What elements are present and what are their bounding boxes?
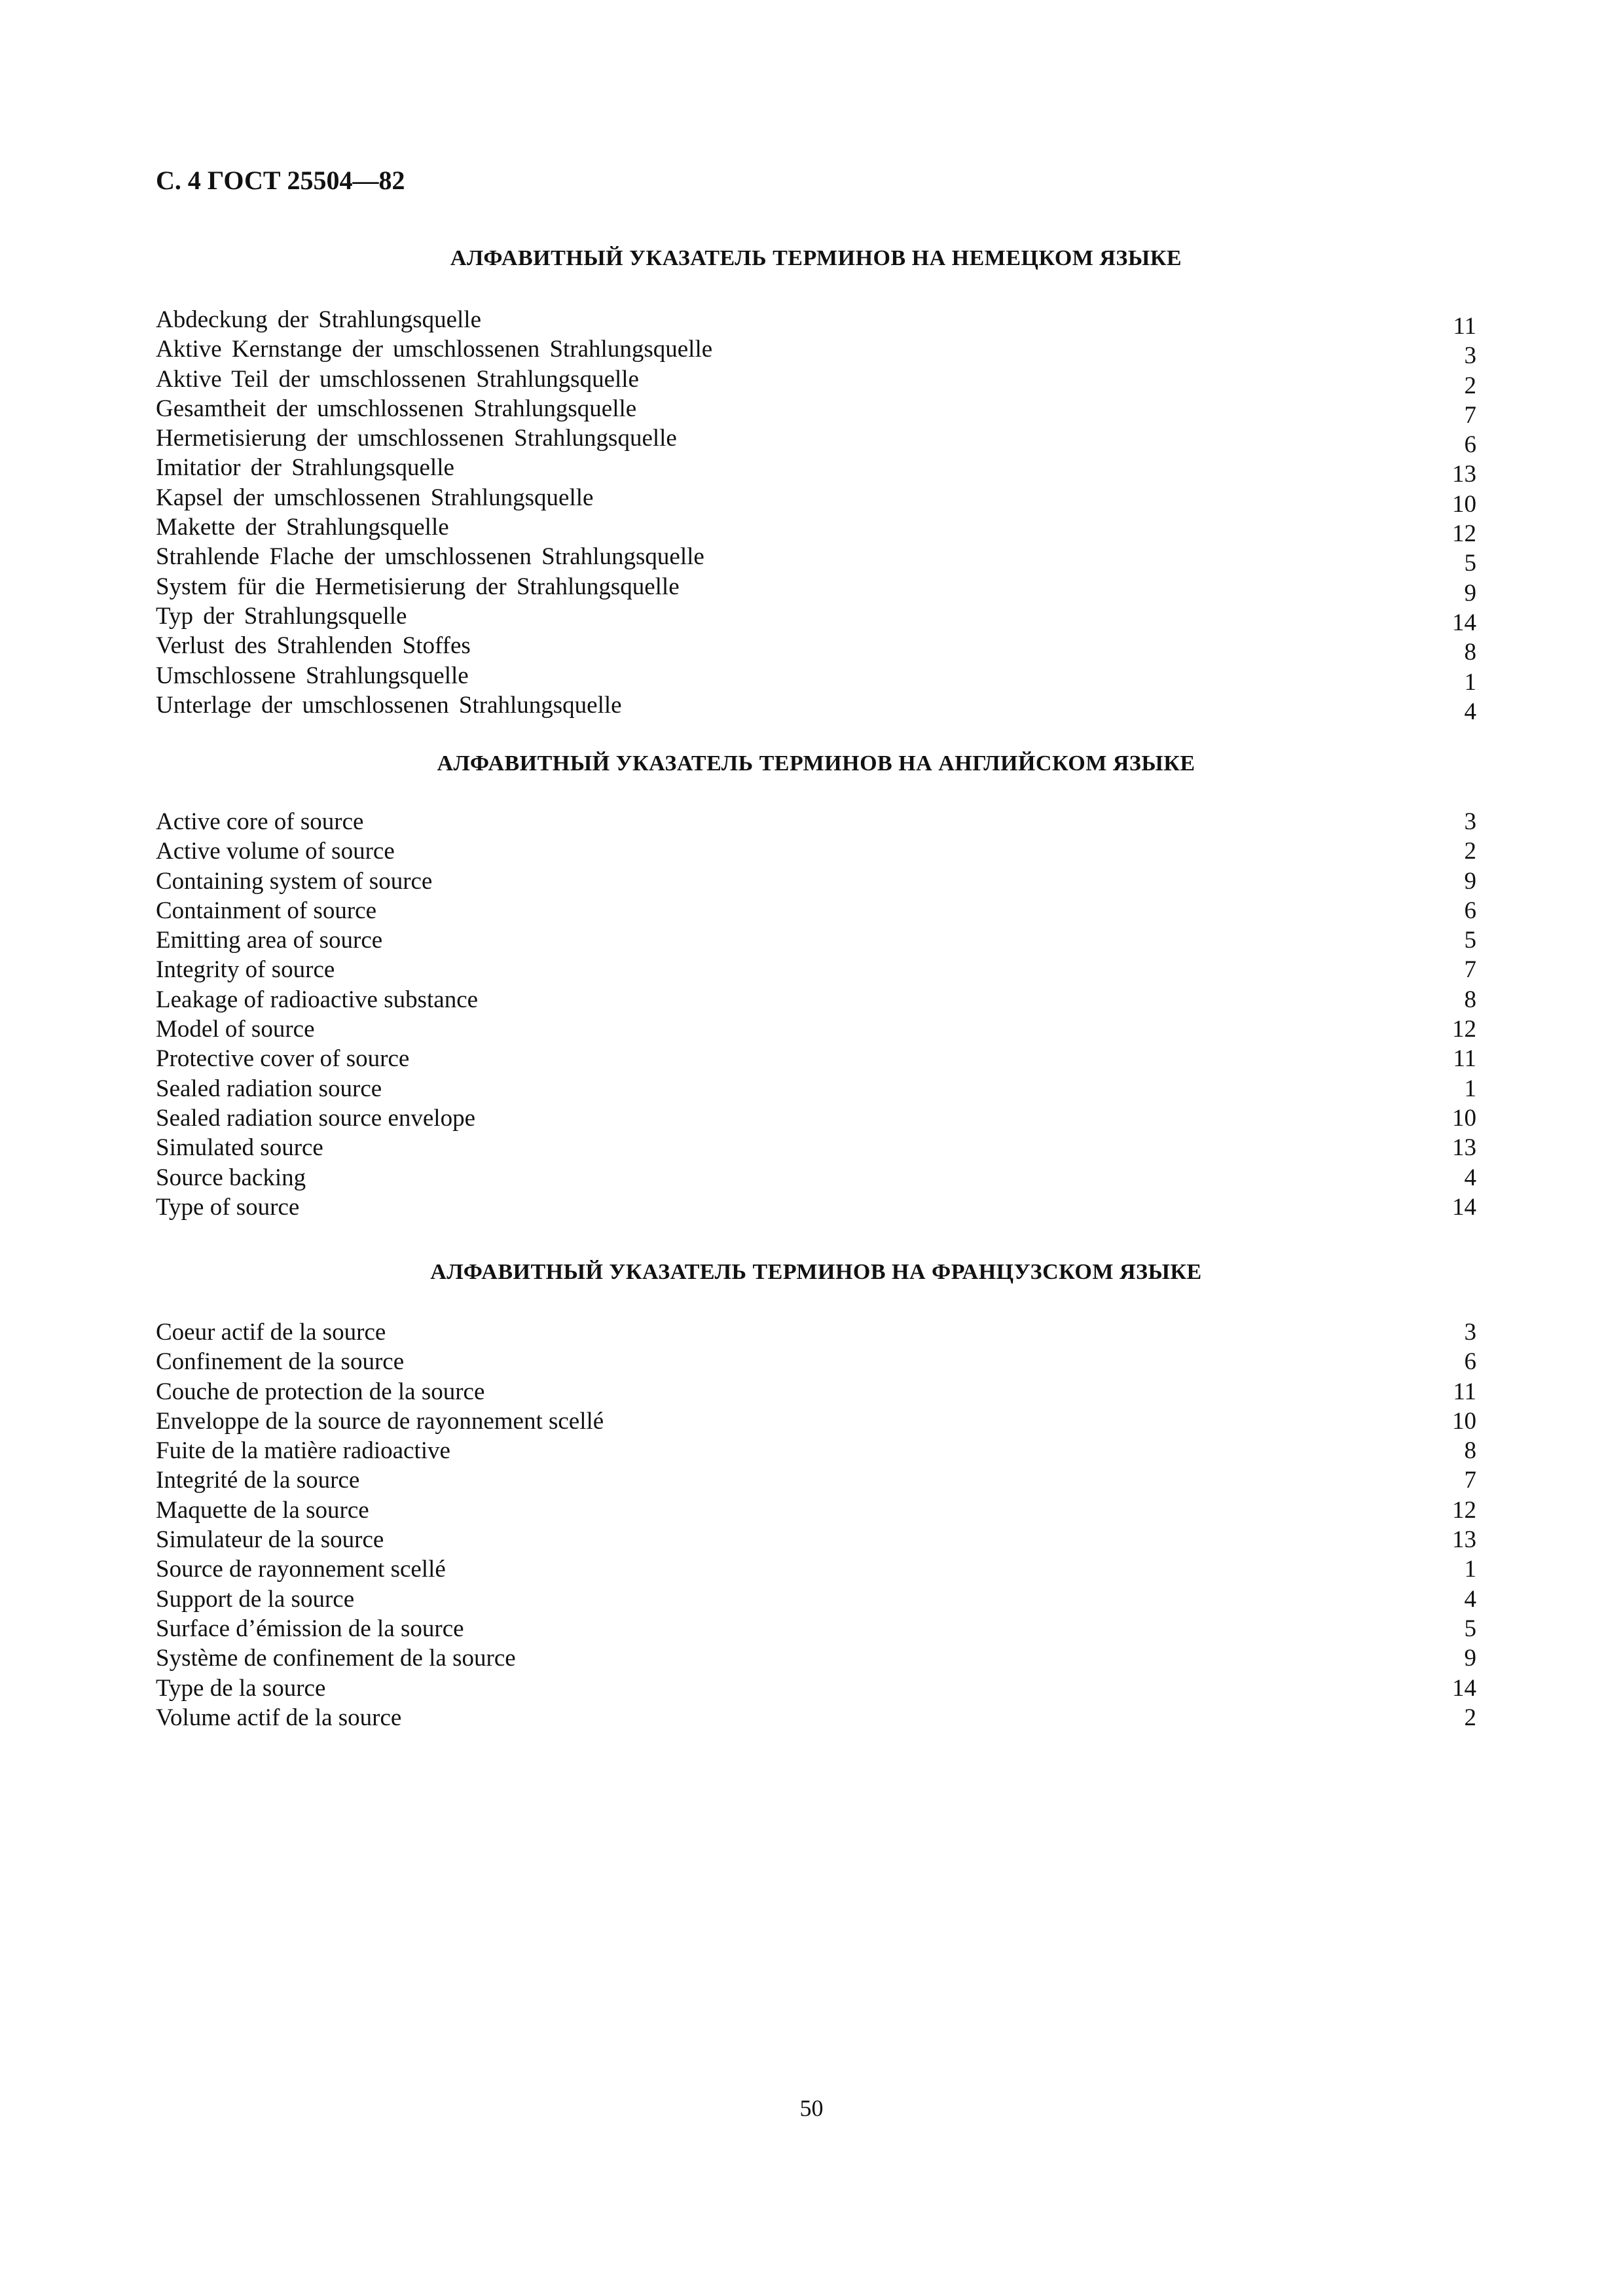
term-number: 12: [1452, 1016, 1476, 1043]
term-number: 8: [1464, 639, 1476, 666]
term-number: 2: [1464, 838, 1476, 865]
index-term: Unterlage der umschlossenen Strahlungsquelle: [156, 691, 622, 719]
index-entry: [156, 1407, 1476, 1436]
index-term: Confinement de la source: [156, 1348, 405, 1376]
index-term: Active volume of source: [156, 838, 395, 865]
index-term: Protective cover of source: [156, 1045, 410, 1073]
index-term: Système de confinement de la source: [156, 1645, 516, 1672]
term-number: 2: [1464, 1704, 1476, 1731]
index-term: Model of source: [156, 1016, 315, 1043]
index-term: Simulated source: [156, 1134, 323, 1162]
term-number: 14: [1452, 609, 1476, 636]
index-entry: [156, 1585, 1476, 1614]
index-entry: [156, 1318, 1476, 1347]
term-number: 9: [1464, 1645, 1476, 1672]
index-entry: [156, 1436, 1476, 1465]
term-number: 12: [1452, 520, 1476, 548]
index-term: Fuite de la matière radioactive: [156, 1437, 450, 1465]
index-entry: [156, 1525, 1476, 1554]
index-term: Sealed radiation source envelope: [156, 1104, 475, 1132]
index-entry: [156, 1674, 1476, 1703]
term-number: 14: [1452, 1193, 1476, 1221]
index-entry: [156, 572, 1476, 607]
index-term: Aktive Teil der umschlossenen Strahlungsquelle: [156, 365, 639, 393]
index-entry: [156, 1554, 1476, 1584]
term-number: 10: [1452, 1407, 1476, 1435]
term-number: 6: [1464, 431, 1476, 459]
term-number: 7: [1464, 1467, 1476, 1494]
term-number: 9: [1464, 867, 1476, 895]
index-term: Surface d’émission de la source: [156, 1615, 464, 1642]
index-entry: [156, 1133, 1476, 1162]
index-term: Emitting area of source: [156, 927, 383, 954]
index-entry: [156, 1703, 1476, 1732]
index-term: Makette der Strahlungsquelle: [156, 514, 449, 541]
index-entry: [156, 305, 1476, 340]
term-number: 13: [1452, 1134, 1476, 1162]
index-term: Integrity of source: [156, 956, 335, 984]
index-entry: [156, 1074, 1476, 1103]
term-number: 14: [1452, 1674, 1476, 1702]
french-index-title: АЛФАВИТНЫЙ УКАЗАТЕЛЬ ТЕРМИНОВ НА ФРАНЦУЗСКОМ ЯЗЫКЕ: [430, 1260, 1202, 1284]
index-term: Umschlossene Strahlungsquelle: [156, 662, 469, 689]
term-number: 3: [1464, 342, 1476, 370]
term-number: 9: [1464, 579, 1476, 607]
index-entry: [156, 1347, 1476, 1376]
index-term: Source de rayonnement scellé: [156, 1556, 446, 1583]
index-entry: [156, 807, 1476, 836]
index-term: Containing system of source: [156, 867, 433, 895]
index-entry: [156, 836, 1476, 866]
index-entry: [156, 955, 1476, 984]
german-index-title: АЛФАВИТНЫЙ УКАЗАТЕЛЬ ТЕРМИНОВ НА НЕМЕЦКОМ ЯЗЫКЕ: [450, 246, 1182, 270]
term-number: 11: [1453, 1045, 1476, 1073]
term-number: 10: [1452, 1104, 1476, 1132]
index-entry: [156, 985, 1476, 1014]
term-number: 8: [1464, 1437, 1476, 1465]
index-term: Volume actif de la source: [156, 1704, 402, 1731]
term-number: 11: [1453, 313, 1476, 340]
term-number: 1: [1464, 668, 1476, 696]
index-entry: [156, 334, 1476, 370]
term-number: 4: [1464, 698, 1476, 725]
index-term: Imitatior der Strahlungsquelle: [156, 454, 454, 482]
term-number: 1: [1464, 1556, 1476, 1583]
term-number: 5: [1464, 550, 1476, 577]
index-entry: [156, 1193, 1476, 1222]
index-entry: [156, 1163, 1476, 1193]
index-term: Support de la source: [156, 1585, 355, 1613]
index-entry: [156, 1643, 1476, 1673]
term-number: 12: [1452, 1496, 1476, 1524]
index-term: Hermetisierung der umschlossenen Strahlungsquelle: [156, 425, 677, 452]
index-entry: [156, 512, 1476, 548]
term-number: 11: [1453, 1378, 1476, 1405]
index-entry: [156, 601, 1476, 636]
index-entry: [156, 394, 1476, 429]
index-entry: [156, 925, 1476, 955]
index-term: Enveloppe de la source de rayonnement scellé: [156, 1407, 604, 1435]
index-entry: [156, 1614, 1476, 1643]
index-entry: [156, 423, 1476, 459]
index-term: Verlust des Strahlenden Stoffes: [156, 632, 471, 660]
term-number: 5: [1464, 1615, 1476, 1642]
index-term: Sealed radiation source: [156, 1075, 382, 1102]
index-term: Type of source: [156, 1193, 300, 1221]
index-term: Aktive Kernstange der umschlossenen Strahlungsquelle: [156, 336, 713, 363]
index-term: Coeur actif de la source: [156, 1319, 386, 1346]
term-number: 8: [1464, 986, 1476, 1013]
term-number: 13: [1452, 461, 1476, 488]
term-number: 6: [1464, 1348, 1476, 1376]
index-term: Couche de protection de la source: [156, 1378, 485, 1405]
index-term: Kapsel der umschlossenen Strahlungsquelle: [156, 484, 594, 511]
term-number: 7: [1464, 956, 1476, 984]
index-entry: [156, 1496, 1476, 1525]
term-number: 3: [1464, 808, 1476, 835]
index-entry: [156, 1377, 1476, 1407]
index-entry: [156, 1044, 1476, 1073]
index-term: Type de la source: [156, 1674, 326, 1702]
index-entry: [156, 365, 1476, 399]
german-index-list: [156, 305, 1476, 725]
index-term: System für die Hermetisierung der Strahlungsquelle: [156, 573, 680, 600]
index-entry: [156, 1103, 1476, 1133]
term-number: 4: [1464, 1164, 1476, 1191]
index-term: Simulateur de la source: [156, 1526, 384, 1554]
term-number: 13: [1452, 1526, 1476, 1554]
index-term: Containment of source: [156, 897, 377, 924]
index-entry: [156, 896, 1476, 925]
term-number: 5: [1464, 927, 1476, 954]
term-number: 1: [1464, 1075, 1476, 1102]
index-entry: [156, 867, 1476, 896]
index-term: Strahlende Flache der umschlossenen Strahlungsquelle: [156, 543, 704, 571]
term-number: 4: [1464, 1585, 1476, 1613]
index-term: Integrité de la source: [156, 1467, 360, 1494]
term-number: 2: [1464, 372, 1476, 399]
index-term: Gesamtheit der umschlossenen Strahlungsquelle: [156, 395, 637, 422]
index-entry: [156, 542, 1476, 577]
index-term: Source backing: [156, 1164, 306, 1191]
index-term: Active core of source: [156, 808, 364, 835]
index-term: Typ der Strahlungsquelle: [156, 602, 407, 630]
index-entry: [156, 661, 1476, 696]
english-index-list: [156, 807, 1476, 1222]
term-number: 10: [1452, 490, 1476, 518]
index-entry: [156, 691, 1476, 725]
french-index-list: [156, 1318, 1476, 1732]
term-number: 6: [1464, 897, 1476, 924]
english-index-title: АЛФАВИТНЫЙ УКАЗАТЕЛЬ ТЕРМИНОВ НА АНГЛИЙСКОМ ЯЗЫКЕ: [437, 751, 1195, 776]
index-entry: [156, 1014, 1476, 1044]
page-header: С. 4 ГОСТ 25504—82: [156, 166, 405, 195]
index-entry: [156, 1465, 1476, 1495]
term-number: 3: [1464, 1319, 1476, 1346]
index-entry: [156, 483, 1476, 518]
index-entry: [156, 453, 1476, 488]
index-entry: [156, 631, 1476, 666]
index-term: Maquette de la source: [156, 1496, 369, 1524]
page-number: 50: [799, 2095, 824, 2121]
index-term: Abdeckung der Strahlungsquelle: [156, 306, 481, 333]
term-number: 7: [1464, 401, 1476, 429]
index-term: Leakage of radioactive substance: [156, 986, 479, 1013]
